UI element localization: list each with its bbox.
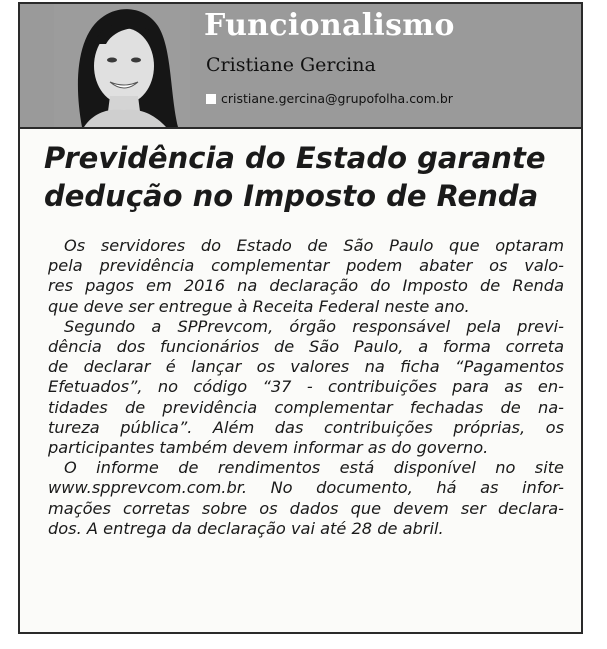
text-line: O informe de rendimentos está disponível no site xyxy=(64,458,564,478)
text-line: Efetuados”, no código “37 - contribuições para as en- xyxy=(48,377,564,397)
author-portrait-image xyxy=(54,4,190,127)
author-email: cristiane.gercina@grupofolha.com.br xyxy=(221,91,453,106)
author-name: Cristiane Gercina xyxy=(206,54,376,76)
text-line: mações corretas sobre os dados que devem ser declara- xyxy=(48,498,564,518)
headline-line: Previdência do Estado garante xyxy=(44,141,546,175)
text-line: Segundo a SPPrevcom, órgão responsável pela previ- xyxy=(64,316,564,336)
square-bullet-icon xyxy=(206,94,216,104)
text-line: tureza pública”. Além das contribuições próprias, os xyxy=(48,417,564,437)
column-title: Funcionalismo xyxy=(204,8,455,43)
text-line: que deve ser entregue à Receita Federal neste ano. xyxy=(48,296,470,316)
text-line: dos. A entrega da declaração vai até 28 de abril. xyxy=(48,518,444,538)
paragraph xyxy=(48,317,564,458)
text-line: res pagos em 2016 na declaração do Imposto de Renda xyxy=(48,276,564,296)
paragraph xyxy=(48,236,564,317)
author-email-line xyxy=(206,91,453,106)
column-header xyxy=(20,4,581,129)
text-line: Os servidores do Estado de São Paulo que optaram xyxy=(64,236,564,255)
text-line: pela previdência complementar podem abater os valo- xyxy=(48,256,564,276)
paragraph xyxy=(48,458,564,539)
article-body xyxy=(48,236,564,539)
author-photo xyxy=(54,4,190,127)
headline-line: dedução no Imposto de Renda xyxy=(44,179,539,213)
text-line: dência dos funcionários de São Paulo, a forma correta xyxy=(48,337,564,357)
article-headline xyxy=(44,139,564,215)
text-line: de declarar é lançar os valores na ficha “Pagamentos xyxy=(48,357,564,377)
newspaper-clipping xyxy=(18,2,583,634)
text-line: www.spprevcom.com.br. No documento, há as infor- xyxy=(48,478,564,498)
text-line: participantes também devem informar as do governo. xyxy=(48,438,489,458)
text-line: tidades de previdência complementar fechadas de na- xyxy=(48,397,564,417)
